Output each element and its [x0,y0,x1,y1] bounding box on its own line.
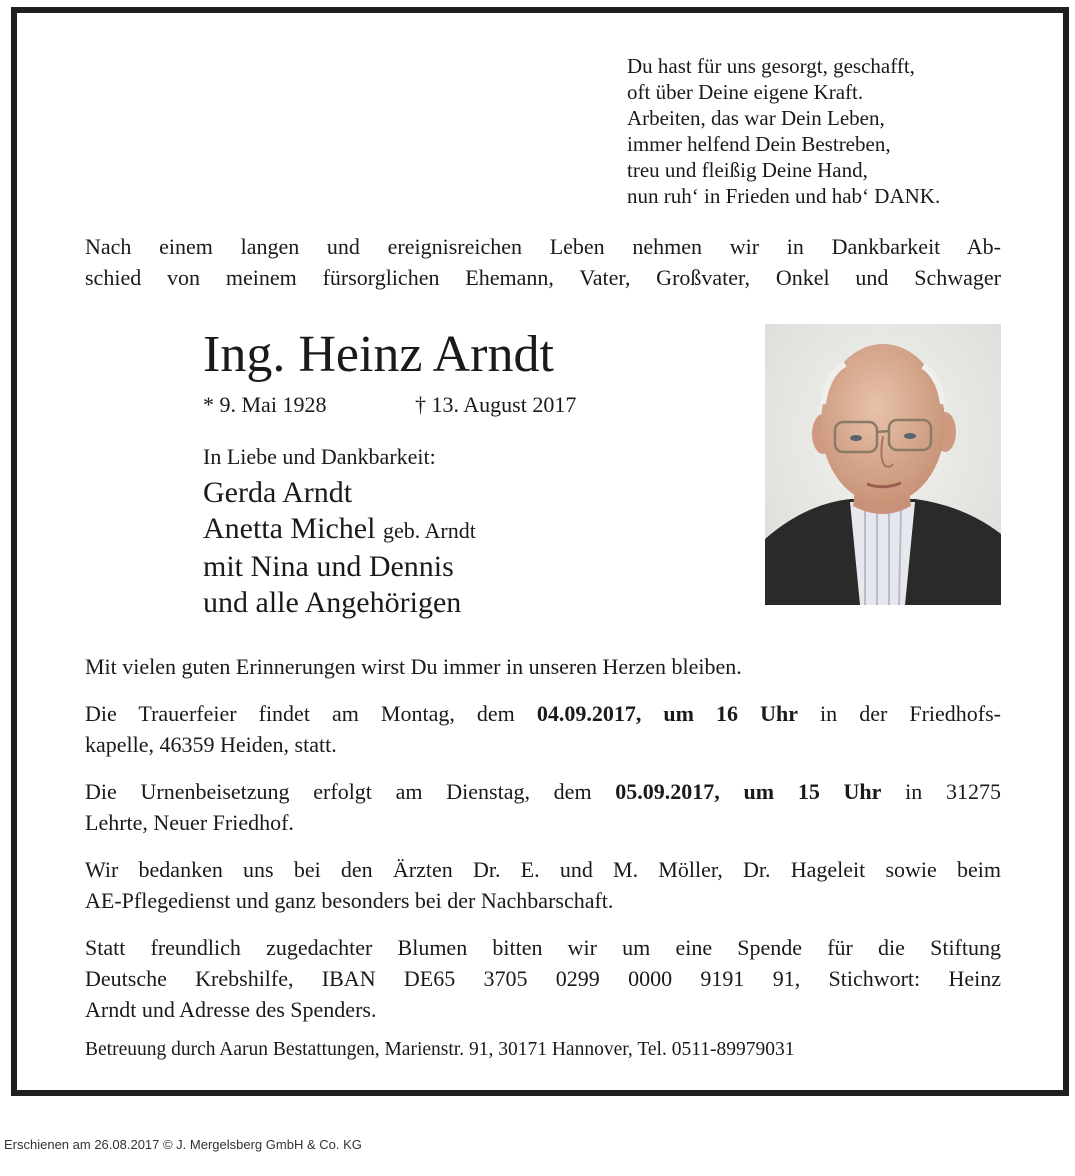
poem [627,53,940,209]
death-date: † 13. August 2017 [415,392,577,417]
portrait-illustration [765,324,1001,605]
thanks-line: Wir bedanken uns bei den Ärzten Dr. E. und M. Möller, Dr. Hageleit sowie beim [85,857,1001,882]
deceased-name: Ing. Heinz Arndt [203,326,554,383]
mourner-name [203,511,476,549]
mourners-label: In Liebe und Dankbarkeit: [203,444,436,469]
funeral-datetime: 04.09.2017, um 16 Uhr [536,701,798,726]
mourner-name: Gerda Arndt [203,476,353,509]
memories-text: Mit vielen guten Erinnerungen wirst Du immer in unseren Herzen bleiben. [85,654,742,679]
burial-text: in 31275 [881,779,1002,804]
maiden-name-note: geb. Arndt [382,518,476,543]
obituary-notice [11,7,1069,1096]
poem-line: oft über Deine eigene Kraft. [627,80,864,104]
intro-line: Nach einem langen und ereignisreichen Leben nehmen wir in Dankbarkeit Ab- [85,234,1001,259]
burial-info [85,776,1001,838]
funeral-line: kapelle, 46359 Heiden, statt. [85,732,337,757]
poem-line: Arbeiten, das war Dein Leben, [627,106,885,130]
poem-line: Du hast für uns gesorgt, geschafft, [627,54,915,78]
birth-date: * 9. Mai 1928 [203,392,327,417]
burial-line: Lehrte, Neuer Friedhof. [85,810,294,835]
donation-line: Arndt und Adresse des Spenders. [85,997,377,1022]
mourner-name: und alle Angehörigen [203,586,462,619]
funeral-line [85,698,1001,729]
portrait-photo [765,324,1001,605]
donation-line: Statt freundlich zugedachter Blumen bitten wir um eine Spende für die Stiftung [85,935,1001,960]
burial-datetime: 05.09.2017, um 15 Uhr [615,779,882,804]
thanks-text [85,854,1001,916]
undertaker-info: Betreuung durch Aarun Bestattungen, Marienstr. 91, 30171 Hannover, Tel. 0511-89979031 [85,1039,795,1060]
life-dates [203,391,577,419]
mourner-name-text: Anetta Michel [203,512,376,545]
thanks-line: AE-Pflegedienst und ganz besonders bei der Nachbarschaft. [85,888,614,913]
funeral-text: in der Friedhofs- [797,701,1002,726]
funeral-text: Die Trauerfeier findet am Montag, dem [85,701,537,726]
poem-line: treu und fleißig Deine Hand, [627,158,868,182]
intro-line: schied von meinem fürsorglichen Ehemann, Vater, Großvater, Onkel und Schwager [85,265,1001,290]
donation-text [85,932,1001,1025]
mourner-name: mit Nina und Dennis [203,550,454,583]
burial-line [85,776,1001,807]
mourners-list [203,475,476,621]
publication-footer: Erschienen am 26.08.2017 © J. Mergelsberg GmbH & Co. KG [4,1137,362,1152]
poem-line: nun ruh‘ in Frieden und hab‘ DANK. [627,184,941,208]
donation-line: Deutsche Krebshilfe, IBAN DE65 3705 0299 0000 9191 91, Stichwort: Heinz [85,966,1001,991]
poem-line: immer helfend Dein Bestreben, [627,132,891,156]
intro-text [85,231,1001,293]
funeral-info [85,698,1001,760]
burial-text: Die Urnenbeisetzung erfolgt am Dienstag, dem [85,779,616,804]
